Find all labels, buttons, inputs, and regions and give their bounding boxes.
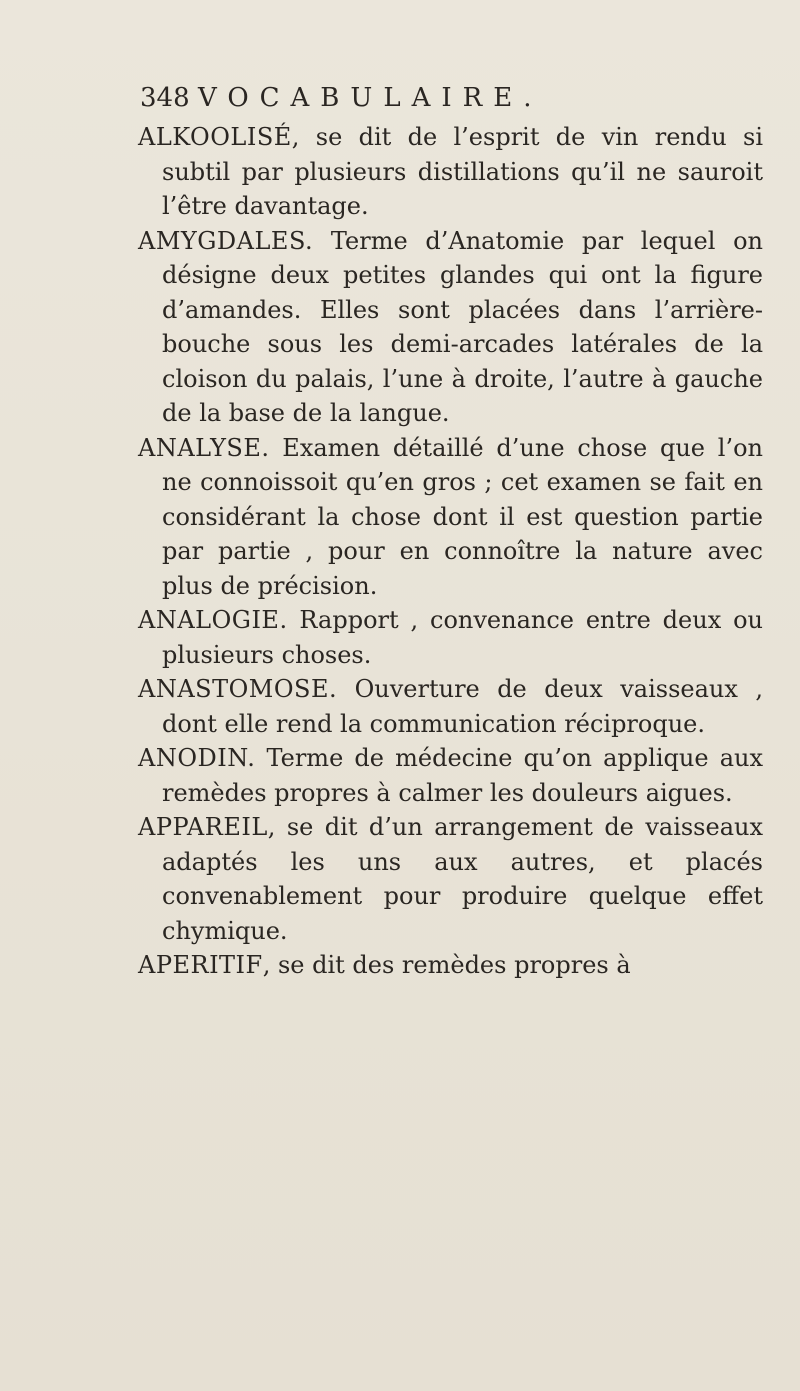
dictionary-text <box>138 120 763 983</box>
definition: , se dit des remèdes propres à <box>262 951 631 979</box>
headword: APPAREIL <box>138 813 268 841</box>
headword: ANASTOMOSE. <box>138 675 338 703</box>
running-head <box>140 78 760 118</box>
entry-appareil <box>138 810 763 948</box>
entry-aperitif <box>138 948 763 983</box>
headword: ANODIN. <box>138 744 256 772</box>
headword: AMYGDALES. <box>138 226 314 255</box>
definition: Rapport , convenance entre deux ou plusieurs choses. <box>162 606 763 669</box>
headword: ANALOGIE. <box>138 606 288 634</box>
headword: APERITIF <box>138 951 263 979</box>
definition: , se dit d’un arrangement de vaisseaux adaptés les uns aux autres, et placés convenablement pour produire quelque effet chymique. <box>162 813 763 945</box>
definition: Terme de médecine qu’on applique aux remèdes propres à calmer les douleurs aigues. <box>162 744 763 807</box>
entry-alkoolise <box>138 120 763 224</box>
headword: ALKOOLISÉ <box>138 123 292 151</box>
definition: Terme d’Anatomie par lequel on désigne deux petites glandes qui ont la figure d’amandes. Elles sont placées dans l’arrière-bouche sous les demi-arcades latérales de la cloison du palais, l’une à droite, l’autre à gauche de la base de la langue. <box>162 226 763 427</box>
running-title: VOCABULAIRE. <box>198 83 543 113</box>
page-number: 348 <box>140 83 190 113</box>
entry-analyse <box>138 431 763 604</box>
definition: Ouverture de deux vaisseaux , dont elle rend la communication réciproque. <box>162 675 763 738</box>
headword: ANALYSE. <box>138 433 270 462</box>
definition: , se dit de l’esprit de vin rendu si subtil par plusieurs distillations qu’il ne sauroit l’être davantage. <box>162 123 763 220</box>
entry-analogie <box>138 603 763 672</box>
entry-amygdales <box>138 224 763 431</box>
entry-anodin <box>138 741 763 810</box>
entry-anastomose <box>138 672 763 741</box>
definition: Examen détaillé d’une chose que l’on ne connoissoit qu’en gros ; cet examen se fait en considérant la chose dont il est question partie par partie , pour en connoître la nature avec plus de précision. <box>162 433 763 600</box>
